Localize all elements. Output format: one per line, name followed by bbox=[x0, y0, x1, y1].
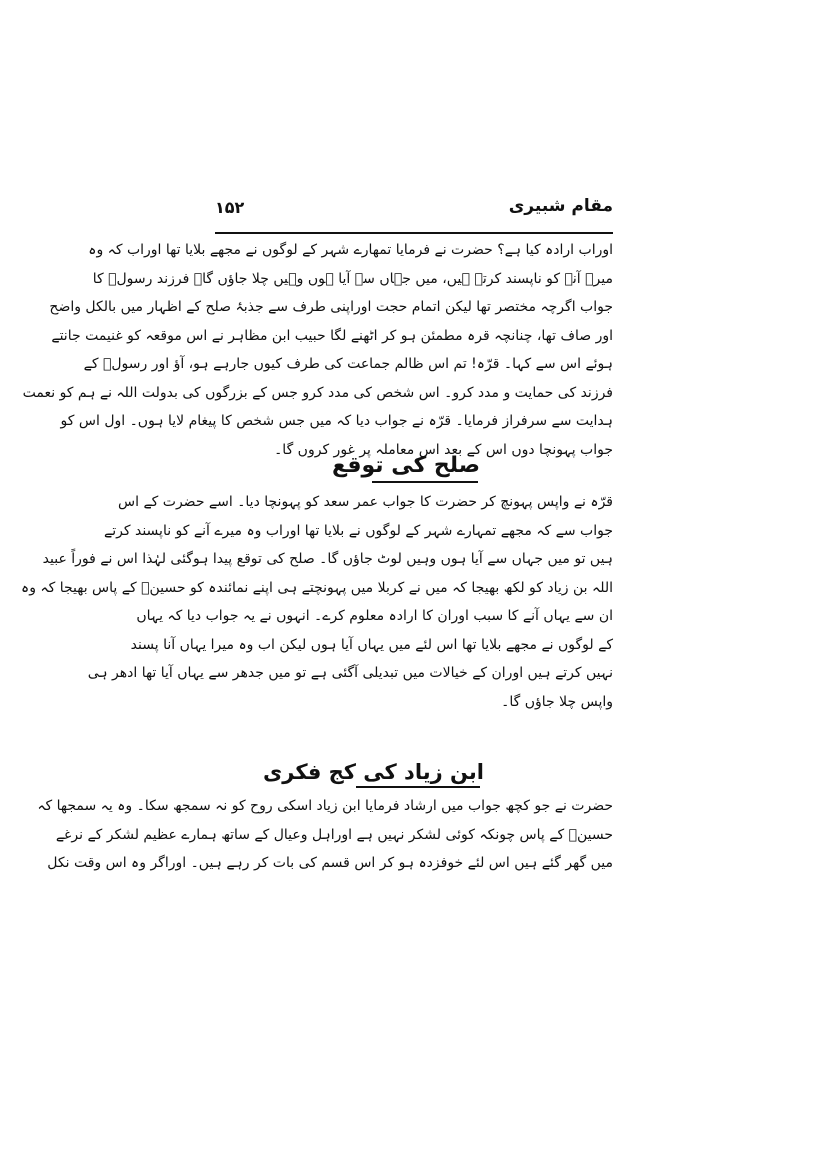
paragraph-2 bbox=[20, 488, 613, 716]
text-line: کے لوگوں نے مجھے بلایا تھا اس لئے میں یہاں آیا ہوں لیکن اب وہ میرا یہاں آنا پسند bbox=[130, 636, 613, 653]
text-line: واپس چلا جاؤں گا۔ bbox=[501, 693, 613, 710]
page-header bbox=[215, 196, 613, 226]
text-line: اللہ بن زیاد کو لکھ بھیجا کہ میں نے کربلا میں پہونچتے ہی اپنے نمائندہ کو حسینؑ کے پاس بھیجا کہ وہ bbox=[20, 579, 613, 596]
text-line: حسینؑ کے پاس چونکہ کوئی لشکر نہیں ہے اوراہل وعیال کے ساتھ ہمارے عظیم لشکر کے نرغے bbox=[55, 826, 613, 843]
text-line: جواب اگرچہ مختصر تھا لیکن اتمام حجت اوراپنی طرف سے جذبۂ صلح کے اظہار میں بالکل واضح bbox=[49, 299, 613, 315]
text-line: ہیں تو میں جہاں سے آیا ہوں وہیں لوٹ جاؤں گا۔ صلح کی توقع پیدا ہوگئی لہٰذا اس نے فوراً عبید bbox=[42, 551, 613, 567]
section-heading: صلح کی توقع bbox=[332, 453, 480, 478]
paragraph-3 bbox=[37, 792, 613, 878]
text-line: ہدایت سے سرفراز فرمایا۔ قرّہ نے جواب دیا کہ میں جس شخص کا پیغام لایا ہوں۔ اول اس کو bbox=[60, 413, 613, 429]
header-rule bbox=[215, 232, 613, 234]
text-line: اوراب ارادہ کیا ہے؟ حضرت نے فرمایا تمھارے شہر کے لوگوں نے مجھے بلایا تھا اوراب کہ وہ bbox=[88, 242, 613, 258]
text-line: اور صاف تھا، چنانچہ قرہ مطمئن ہو کر اٹھنے لگا حبیب ابن مظاہر نے اس موقعہ کو غنیمت جانتے bbox=[51, 327, 613, 344]
section-heading: ابن زیاد کی کج فکری bbox=[263, 760, 484, 784]
page-number: ۱۵۲ bbox=[215, 198, 245, 217]
text-line: حضرت نے جو کچھ جواب میں ارشاد فرمایا ابن زیاد اسکی روح کو نہ سمجھ سکا۔ وہ یہ سمجھا کہ bbox=[37, 798, 613, 814]
heading-underline bbox=[372, 481, 478, 483]
text-line: ہوئے اس سے کہا۔ قرّہ! تم اس ظالم جماعت کی طرف کیوں جارہے ہو، آؤ اور رسولؐ کے bbox=[83, 356, 613, 372]
text-line: میں گھر گئے ہیں اس لئے خوفزدہ ہو کر اس قسم کی بات کر رہے ہیں۔ اوراگر وہ اس وقت نکل bbox=[47, 855, 613, 871]
text-line: میرے آنے کو ناپسند کرتے ہیں، میں جہاں سے آیا ہوں وہیں چلا جاؤں گا۔ فرزند رسولؐ کا bbox=[92, 270, 613, 287]
text-line: جواب پہونچا دوں اس کے بعد اس معاملہ پر غور کروں گا۔ bbox=[274, 441, 613, 458]
text-line: جواب سے کہ مجھے تمہارے شہر کے لوگوں نے بلایا تھا اوراب وہ میرے آنے کو ناپسند کرتے bbox=[104, 522, 613, 539]
text-line: فرزند کی حمایت و مدد کرو۔ اس شخص کی مدد کرو جس کے بزرگوں کی بدولت اللہ نے ہم کو نعمت bbox=[22, 384, 613, 401]
running-title: مقام شبیری bbox=[508, 196, 613, 216]
heading-underline bbox=[356, 786, 480, 788]
paragraph-1 bbox=[22, 236, 613, 464]
text-line: ان سے یہاں آنے کا سبب اوران کا ارادہ معلوم کرے۔ انہوں نے یہ جواب دیا کہ یہاں bbox=[136, 608, 613, 624]
text-line: نہیں کرتے ہیں اوران کے خیالات میں تبدیلی آگئی ہے تو میں جدھر سے یہاں آیا تھا ادھر ہی bbox=[87, 665, 613, 681]
text-line: قرّہ نے واپس پہونچ کر حضرت کا جواب عمر سعد کو پہونچا دیا۔ اسے حضرت کے اس bbox=[118, 494, 613, 510]
